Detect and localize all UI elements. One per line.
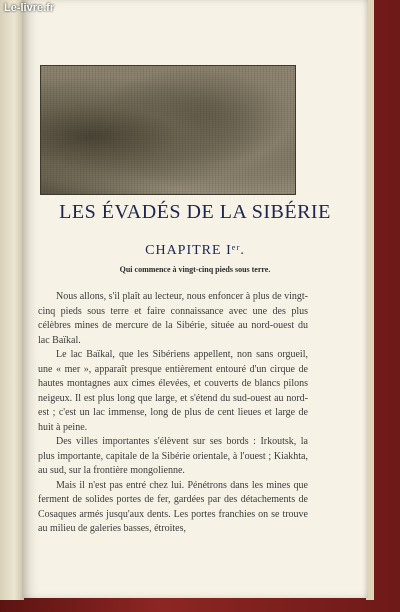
chapter-heading: CHAPITRE Iᵉʳ. [145, 243, 245, 258]
paragraph: Le lac Baïkal, que les Sibériens appellent, non sans orgueil, une « mer », apparaît presque entièrement entouré d'un cirque de hautes montagnes aux cimes élevées, et couverts de blancs pilons neigeux. Il est plus long que large, et s'étend du sud-ouest au nord-est ; c'est un lac immense, long de plus de cent lieues et large de huit à peine. [38, 349, 308, 433]
paragraph: Nous allons, s'il plaît au lecteur, nous enfoncer à plus de vingt-cinq pieds sous terre et faire connaissance avec une des plus célèbres mines de mercure de la Sibérie, située au nord-ouest du lac Baïkal. [38, 291, 308, 346]
paragraph: Mais il n'est pas entré chez lui. Pénétrons dans les mines que ferment de solides portes de fer, gardées par des détachements de Cosaques armés jusqu'aux dents. Les portes franchies on se trouve au milieu de galeries basses, étroites, [38, 479, 308, 534]
watermark-logo: Le-livre.fr [4, 2, 55, 14]
engraving-illustration [40, 65, 296, 195]
facing-page-edge [0, 0, 24, 600]
body-text [38, 290, 308, 537]
paragraph: Des villes importantes s'élèvent sur ses bords : Irkoutsk, la plus importante, capitale de la Sibérie orientale, à l'ouest ; Kiakhta, au sud, sur la frontière mongolienne. [38, 436, 308, 476]
chapter-subtitle: Qui commence à vingt-cinq pieds sous terre. [119, 265, 271, 274]
book-page [22, 0, 368, 598]
page-title: LES ÉVADÉS DE LA SIBÉRIE [59, 201, 331, 223]
